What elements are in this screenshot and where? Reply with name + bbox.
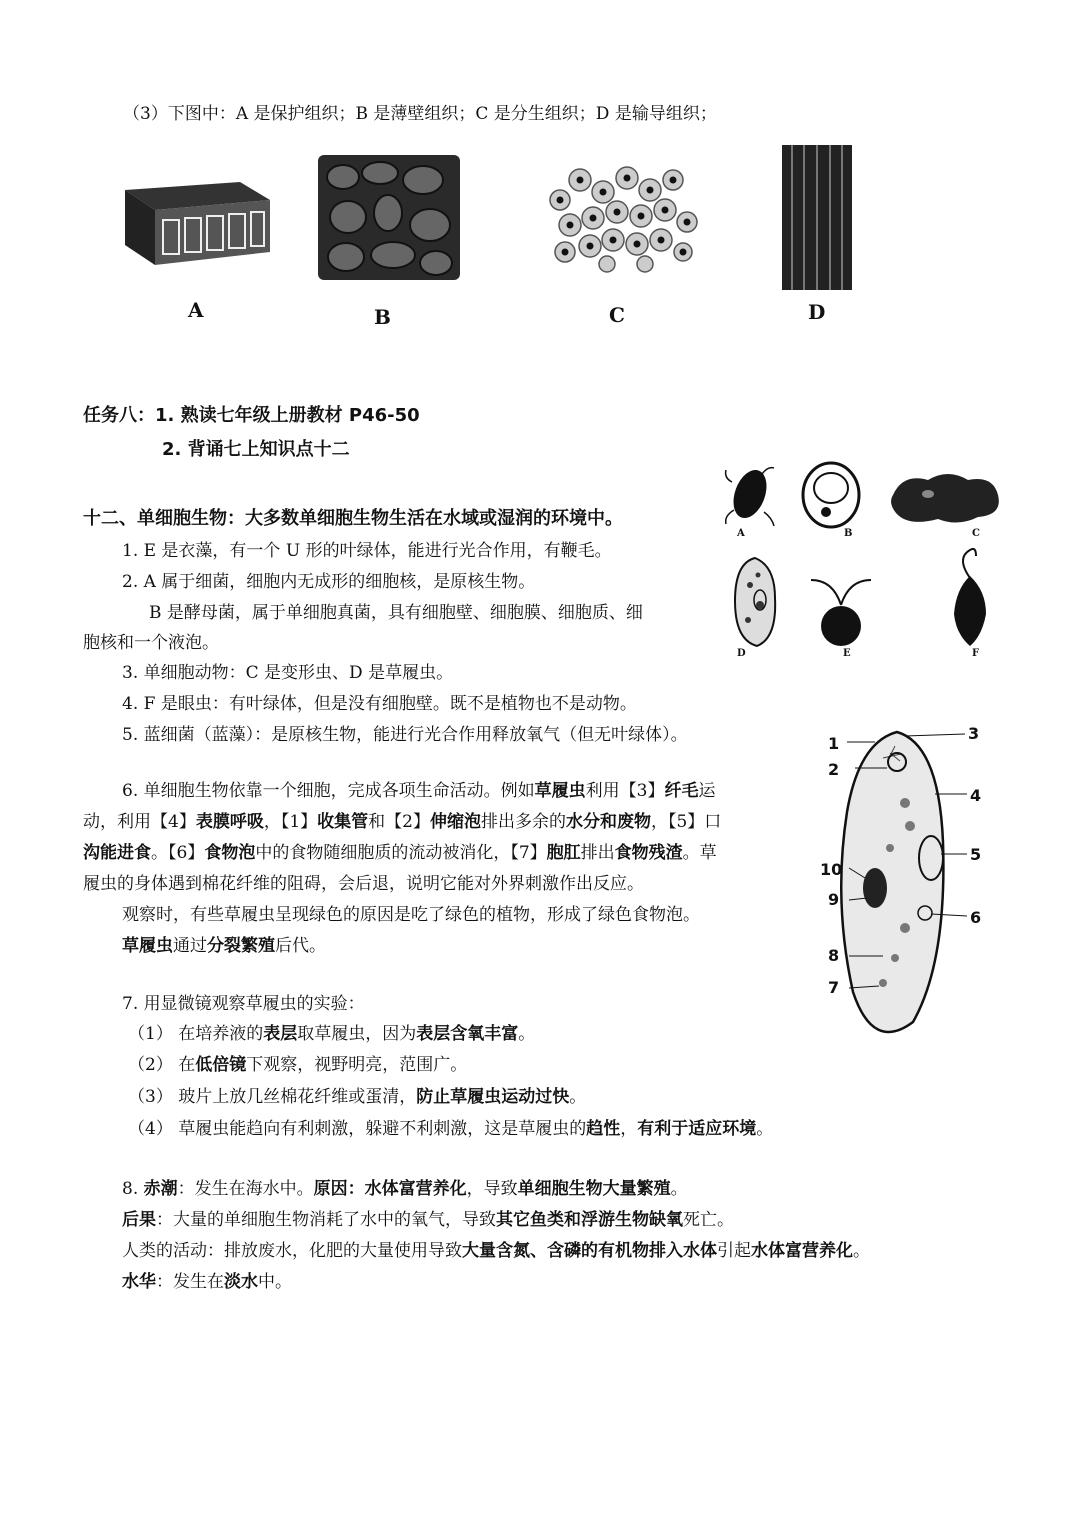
point-4: 4. F 是眼虫：有叶绿体，但是没有细胞壁。既不是植物也不是动物。 (122, 694, 637, 714)
tissue-label-b: B (374, 305, 391, 329)
para6-bold: 收集管 (317, 812, 369, 832)
para7-text: （3） 玻片上放几丝棉花纤维或蛋清， (128, 1087, 417, 1107)
paramecium-label-1: 1 (828, 734, 840, 753)
paramecium-d-image (730, 555, 780, 650)
para6-text: 。草 (682, 843, 717, 863)
para8-text: 引起 (717, 1241, 751, 1261)
heading-bold: 大多数单细胞生物生活在水域或湿润的环境中。 (245, 508, 623, 529)
para7-text: （1） 在培养液的 (128, 1024, 264, 1044)
organism-label-f: F (972, 648, 980, 659)
para6-text: ，【1】 (263, 812, 318, 832)
paramecium-label-8: 8 (828, 946, 840, 965)
para7-text: （4） 草履虫能趋向有利刺激，躲避不利刺激，这是草履虫的 (128, 1119, 587, 1139)
point-2: 2. A 属于细菌，细胞内无成形的细胞核，是原核生物。 (122, 572, 536, 592)
para7-text: 取草履虫，因为 (297, 1024, 417, 1044)
point-1: 1. E 是衣藻，有一个 U 形的叶绿体，能进行光合作用，有鞭毛。 (122, 541, 612, 561)
para7-bold: 趋性 (586, 1119, 621, 1139)
para8-bold: 单细胞生物大量繁殖 (517, 1179, 671, 1199)
tissue-label-a: A (188, 298, 204, 322)
tissue-label-d: D (808, 300, 826, 324)
chlamydomonas-e-image (800, 570, 882, 650)
para6-line4: 履虫的身体遇到棉花纤维的阻碍，会后退，说明它能对外界刺激作出反应。 (83, 874, 644, 894)
para8-line3 (122, 1238, 870, 1264)
task-line-2: 2. 背诵七上知识点十二 (162, 439, 350, 460)
para6-line3 (83, 840, 717, 866)
para7-text: （2） 在 (128, 1055, 196, 1075)
tissue-label-c: C (609, 303, 625, 327)
para7-text: ， (620, 1119, 638, 1139)
para8-line4 (122, 1269, 292, 1295)
para6-bold: 伸缩泡 (429, 812, 481, 832)
para6-text: 和【2】 (368, 812, 430, 832)
para6-bold: 食物泡 (204, 843, 256, 863)
para8-text: ：大量的单细胞生物消耗了水中的氧气，导致 (156, 1210, 496, 1230)
para6-bold: 纤毛 (664, 781, 699, 801)
para6-bold: 胞肛 (546, 843, 581, 863)
point-2b-line1: B 是酵母菌，属于单细胞真菌，具有细胞壁、细胞膜、细胞质、细 (149, 603, 643, 623)
para8-bold: 淡水 (224, 1272, 258, 1292)
para7-text: 下观察，视野明亮，范围广。 (246, 1055, 468, 1075)
point-5: 5. 蓝细菌（蓝藻）：是原核生物，能进行光合作用释放氧气（但无叶绿体）。 (122, 725, 688, 745)
para8-bold: 水华 (122, 1272, 156, 1292)
organism-label-b: B (844, 528, 853, 539)
organism-label-a: A (737, 528, 745, 539)
para8-text: ，导致 (466, 1179, 518, 1199)
para7-item1 (128, 1021, 535, 1047)
para8-text: 人类的活动：排放废水，化肥的大量使用导致 (122, 1241, 462, 1261)
para7-text: 。 (518, 1024, 536, 1044)
para7-item2 (128, 1052, 467, 1078)
para6-bold: 水分和废物 (565, 812, 651, 832)
para8-bold: 原因：水体富营养化 (313, 1179, 467, 1199)
paramecium-label-5: 5 (970, 845, 982, 864)
para8-line2 (122, 1207, 734, 1233)
para8-bold: 后果 (122, 1210, 156, 1230)
paramecium-label-2: 2 (828, 760, 840, 779)
para8-text: ：发生在 (156, 1272, 224, 1292)
para6-text: 通过 (173, 936, 207, 956)
point-2b-line2: 胞核和一个液泡。 (83, 633, 219, 653)
paramecium-label-6: 6 (970, 908, 982, 927)
organism-label-c: C (972, 528, 980, 539)
para6-text: 动，利用【4】 (83, 812, 196, 832)
heading-prefix: 十二、单细胞生物： (83, 508, 245, 529)
organism-label-d: D (737, 648, 746, 659)
para6-text: ，【5】口 (650, 812, 722, 832)
tissue-c-image (545, 160, 700, 275)
para6-bold: 沟能进食 (83, 843, 151, 863)
para6-bold: 分裂繁殖 (207, 936, 275, 956)
para6-text: 。【6】 (151, 843, 205, 863)
para8-text: 中。 (258, 1272, 292, 1292)
para6-bold: 表膜呼吸 (195, 812, 264, 832)
yeast-b-image (800, 460, 862, 530)
para6-bold: 食物残渣 (614, 843, 683, 863)
tissue-intro: （3）下图中：A 是保护组织；B 是薄壁组织；C 是分生组织；D 是输导组织； (123, 104, 717, 124)
section-heading (83, 506, 623, 532)
para6-text: 排出 (580, 843, 615, 863)
para8-text: 8. (122, 1179, 144, 1199)
task-line-1: 任务八：1. 熟读七年级上册教材 P46-50 (83, 405, 420, 426)
para6-line2 (83, 809, 721, 835)
para6-line5: 观察时，有些草履虫呈现绿色的原因是吃了绿色的植物，形成了绿色食物泡。 (122, 905, 700, 925)
point-3: 3. 单细胞动物：C 是变形虫、D 是草履虫。 (122, 663, 454, 683)
paramecium-diagram (835, 728, 950, 1038)
para8-text: 。 (670, 1179, 688, 1199)
para8-line1 (122, 1176, 688, 1202)
paramecium-label-7: 7 (828, 978, 840, 997)
para7-bold: 表层 (263, 1024, 298, 1044)
para7-bold: 表层含氧丰富 (416, 1024, 519, 1044)
para7-text: 。 (569, 1087, 587, 1107)
tissue-d-image (782, 145, 852, 290)
para6-text: 利用【3】 (585, 781, 665, 801)
para8-bold: 水体富营养化 (751, 1241, 853, 1261)
para7-item3 (128, 1084, 586, 1110)
para7-text: 。 (756, 1119, 774, 1139)
para6-text: 后代。 (275, 936, 326, 956)
para7-bold: 低倍镜 (195, 1055, 247, 1075)
tissue-a-image (115, 180, 275, 270)
para8-bold: 其它鱼类和浮游生物缺氧 (496, 1210, 683, 1230)
para7-bold: 有利于适应环境 (637, 1119, 757, 1139)
para6-text: 排出多余的 (480, 812, 566, 832)
para8-text: 死亡。 (683, 1210, 734, 1230)
para8-bold: 大量含氮、含磷的有机物排入水体 (462, 1241, 717, 1261)
amoeba-c-image (888, 470, 1003, 525)
para6-bold: 草履虫 (122, 936, 173, 956)
para8-text: ：发生在海水中。 (177, 1179, 314, 1199)
para6-text: 运 (698, 781, 716, 801)
para6-line1 (122, 778, 715, 804)
organism-label-e: E (843, 648, 851, 659)
paramecium-label-9: 9 (828, 890, 840, 909)
para8-text: 。 (853, 1241, 870, 1261)
para6-text: 中的食物随细胞质的流动被消化，【7】 (255, 843, 547, 863)
para6-line6 (122, 933, 326, 959)
para6-text: 6. 单细胞生物依靠一个细胞，完成各项生命活动。例如 (122, 781, 535, 801)
para8-bold: 赤潮 (143, 1179, 178, 1199)
para7-title: 7. 用显微镜观察草履虫的实验： (122, 994, 365, 1014)
tissue-b-image (318, 155, 460, 280)
bacterium-a-image (722, 462, 777, 532)
euglena-f-image (946, 548, 991, 648)
paramecium-label-3: 3 (968, 724, 980, 743)
para7-bold: 防止草履虫运动过快 (416, 1087, 570, 1107)
paramecium-label-10: 10 (820, 860, 843, 879)
paramecium-label-4: 4 (970, 786, 982, 805)
para7-item4 (128, 1116, 773, 1142)
para6-bold: 草履虫 (534, 781, 586, 801)
